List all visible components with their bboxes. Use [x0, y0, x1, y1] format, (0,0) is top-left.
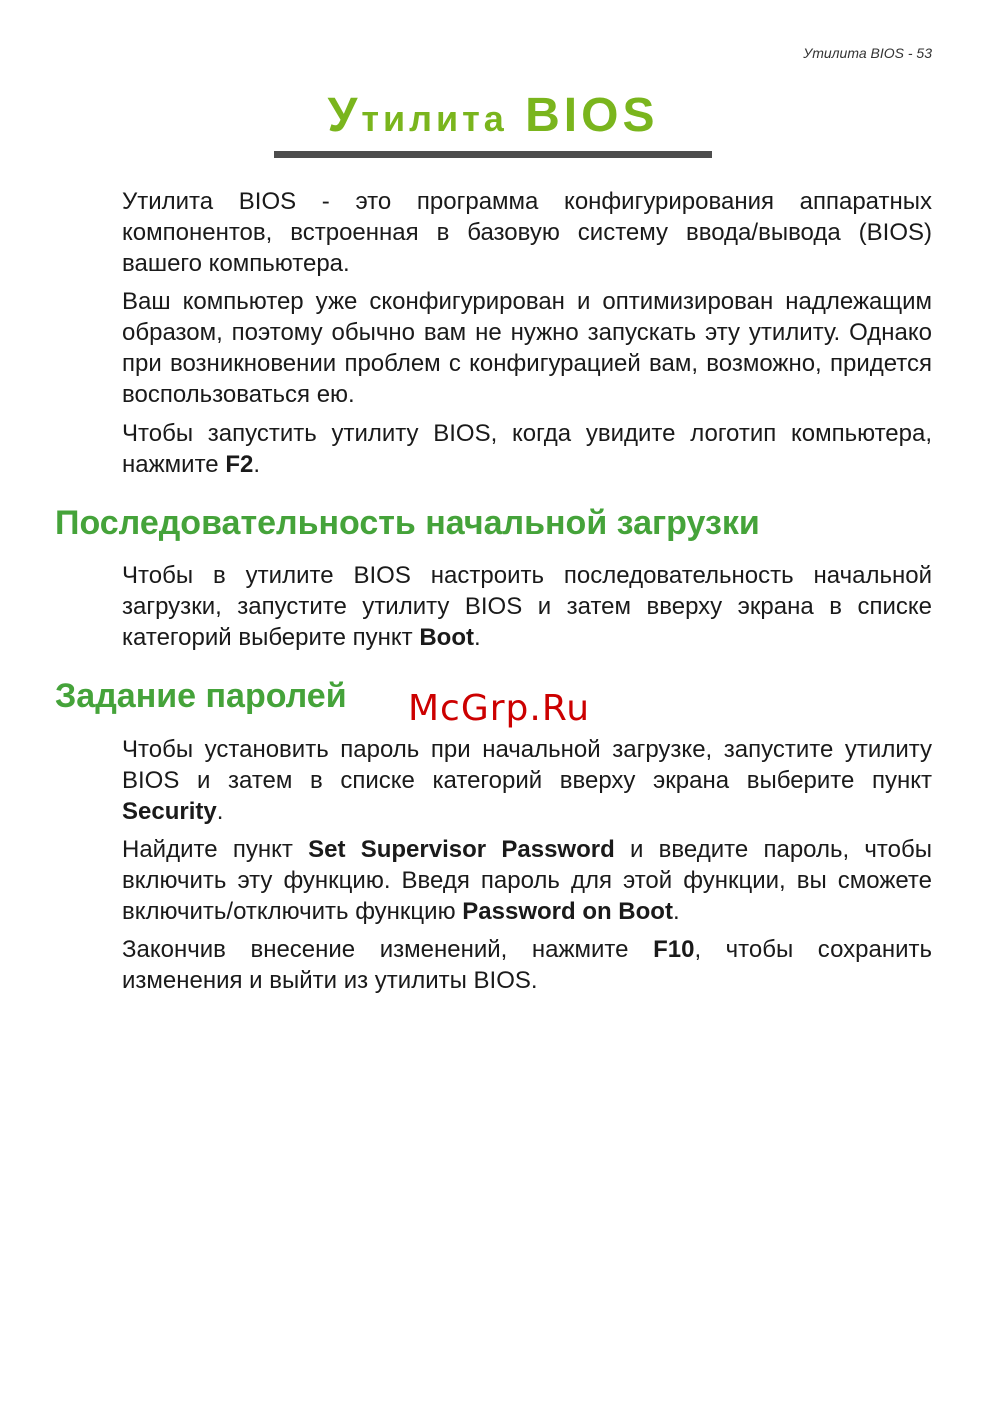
intro-p3-text: Чтобы запустить утилиту BIOS, когда увидите логотип компьютера, нажмите: [122, 420, 932, 478]
password-paragraph-3: [122, 934, 932, 996]
password-paragraph-1: [122, 734, 932, 827]
key-f10: F10: [653, 936, 695, 963]
chapter-title: [274, 88, 712, 143]
intro-paragraph-3: [122, 418, 932, 480]
boot-paragraph: [122, 560, 932, 653]
password-p2-end: .: [672, 898, 680, 925]
watermark: McGrp.Ru: [408, 688, 591, 729]
security-keyword: Security: [122, 798, 217, 825]
chapter-title-bios: BIOS: [507, 89, 659, 142]
intro-p3-end: .: [253, 451, 260, 478]
password-p3-end: , чтобы сохранить изменения и выйти из утилиты BIOS.: [122, 936, 933, 994]
running-header: Утилита BIOS - 53: [803, 45, 932, 61]
boot-keyword: Boot: [419, 624, 474, 651]
boot-p1-text: Чтобы в утилите BIOS настроить последовательность начальной загрузки, запустите утилиту BIOS и затем вверху экрана в списке категорий выберите пункт: [122, 562, 932, 651]
boot-p1-end: .: [473, 624, 481, 651]
chapter-title-cap: У: [327, 89, 362, 142]
intro-paragraph-1: Утилита BIOS - это программа конфигурирования аппаратных компонентов, встроенная в базовую систему ввода/вывода (BIOS) вашего компьютера.: [122, 188, 932, 277]
password-p1-end: .: [216, 798, 224, 825]
passwords-heading: Задание паролей: [55, 677, 347, 715]
boot-sequence-heading: Последовательность начальной загрузки: [55, 504, 760, 542]
password-on-boot-keyword: Password on Boot: [462, 898, 673, 925]
key-f2: F2: [225, 451, 254, 478]
password-p1-text: Чтобы установить пароль при начальной загрузке, запустите утилиту BIOS и затем в списке категорий вверху экрана выберите пункт: [122, 736, 932, 794]
title-divider: [274, 151, 712, 158]
chapter-title-rest: тилита: [361, 98, 508, 139]
set-supervisor-password-keyword: Set Supervisor Password: [308, 836, 615, 863]
intro-paragraph-2: Ваш компьютер уже сконфигурирован и оптимизирован надлежащим образом, поэтому обычно вам не нужно запускать эту утилиту. Однако при возникновении проблем с конфигурацией вам, возможно, придется воспользоваться ею.: [122, 288, 932, 408]
password-p3-start: Закончив внесение изменений, нажмите: [122, 936, 654, 963]
password-paragraph-2: [122, 834, 932, 927]
password-p2-start: Найдите пункт: [122, 836, 309, 863]
password-p2-middle: и введите пароль, чтобы включить эту функцию. Введя пароль для этой функции, вы сможете включить/отключить функцию: [122, 836, 932, 925]
